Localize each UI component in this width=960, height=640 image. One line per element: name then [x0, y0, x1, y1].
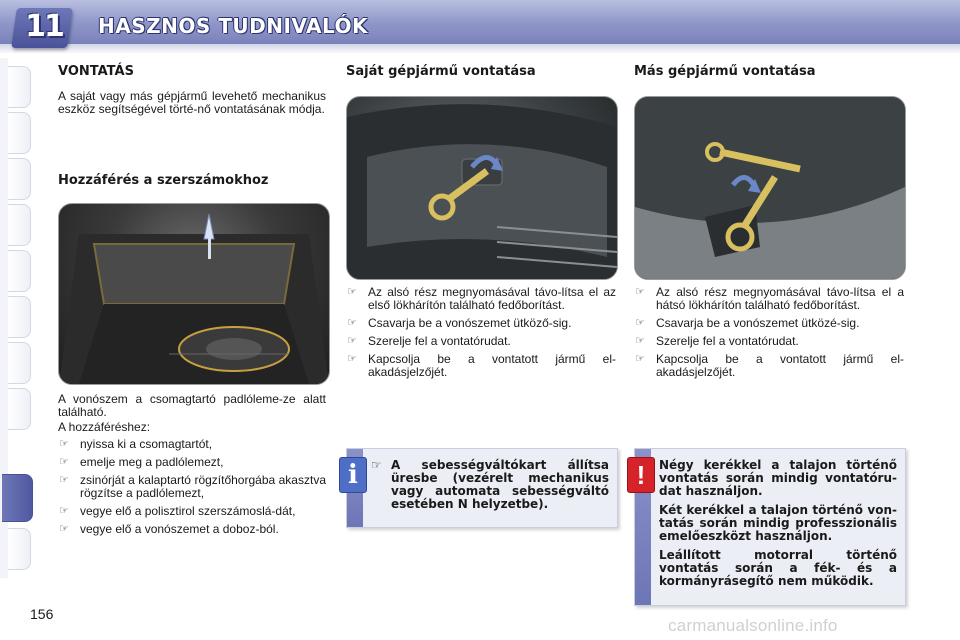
list-item-text: zsinórját a kalaptartó rögzítőhorgába akasztva rögzítse a padlólemezt, — [80, 473, 326, 500]
warning-note: Leállított motorral történő vontatás során a fék- és a kormányrásegítő nem működik. — [659, 548, 897, 588]
list-item — [58, 505, 326, 518]
section-title-other-vehicle: Más gépjármű vontatása — [634, 64, 816, 79]
list-item — [346, 353, 616, 379]
header-shadow — [0, 44, 960, 54]
chapter-tab[interactable] — [8, 342, 31, 384]
page-number: 156 — [30, 606, 54, 622]
chapter-tab[interactable] — [8, 112, 31, 154]
exclamation-icon: ! — [627, 457, 655, 493]
pointing-hand-icon: ☞ — [59, 474, 69, 486]
list-item-text: Az alsó rész megnyomásával távo-lítsa el az első lökhárítón található fedőborítást. — [368, 285, 616, 312]
chapter-tab[interactable] — [8, 296, 31, 338]
info-note-text: A sebességváltókart állítsa üresbe (vezérelt mechanikus vagy automata sebességváltó esetében N helyzetbe). — [391, 458, 609, 511]
info-note — [371, 459, 609, 517]
list-item — [346, 317, 616, 330]
pointing-hand-icon: ☞ — [347, 286, 357, 298]
chapter-tab[interactable] — [8, 250, 31, 292]
pointing-hand-icon: ☞ — [635, 335, 645, 347]
list-item — [346, 335, 616, 348]
front-bumper-photo — [346, 96, 618, 280]
chapter-tab[interactable] — [8, 388, 31, 430]
pointing-hand-icon: ☞ — [635, 286, 645, 298]
pointing-hand-icon: ☞ — [371, 458, 382, 472]
list-item-text: Szerelje fel a vontatórudat. — [368, 334, 511, 348]
trunk-photo — [58, 203, 330, 385]
section-title-tools-access: Hozzáférés a szerszámokhoz — [58, 173, 269, 188]
list-item — [634, 317, 904, 330]
list-item-text: vegye elő a polisztirol szerszámoslá-dát, — [80, 504, 296, 518]
chapter-tab[interactable] — [8, 158, 31, 200]
other-vehicle-steps-list — [634, 286, 904, 384]
warning-note: Két kerékkel a talajon történő von-tatás során mindig professzionális emelőeszközt használjon. — [659, 503, 897, 543]
rear-bumper-photo — [634, 96, 906, 280]
list-item-text: vegye elő a vonószemet a doboz-ból. — [80, 522, 279, 536]
chapter-tab[interactable] — [8, 66, 31, 108]
list-item-text: Kapcsolja be a vontatott jármű el-akadásjelzőjét. — [656, 352, 904, 379]
info-icon: i — [339, 457, 367, 493]
pointing-hand-icon: ☞ — [635, 317, 645, 329]
list-item — [58, 523, 326, 536]
watermark: carmanualsonline.info — [668, 616, 838, 635]
warning-note: Négy kerékkel a talajon történő vontatás során mindig vontatóru-dat használjon. — [659, 458, 897, 498]
list-item-text: Kapcsolja be a vontatott jármű el-akadásjelzőjét. — [368, 352, 616, 379]
pointing-hand-icon: ☞ — [59, 523, 69, 535]
rear-bumper-illustration — [635, 97, 905, 279]
tools-steps-list — [58, 438, 326, 541]
chapter-tab[interactable] — [8, 204, 31, 246]
list-item — [346, 286, 616, 312]
section-title-own-vehicle: Saját gépjármű vontatása — [346, 64, 536, 79]
chapter-tabs — [0, 58, 34, 578]
list-item — [634, 335, 904, 348]
pointing-hand-icon: ☞ — [635, 353, 645, 365]
list-item — [58, 456, 326, 469]
list-item — [634, 286, 904, 312]
chapter-number: 11 — [25, 9, 63, 44]
list-item-text: Csavarja be a vonószemet ütközé-sig. — [656, 316, 860, 330]
list-item-text: Csavarja be a vonószemet ütköző-sig. — [368, 316, 572, 330]
page-heading: HASZNOS TUDNIVALÓK — [98, 14, 369, 38]
pointing-hand-icon: ☞ — [347, 317, 357, 329]
own-vehicle-steps-list — [346, 286, 616, 384]
list-item — [58, 474, 326, 500]
trunk-illustration — [59, 204, 329, 384]
warning-note-box — [634, 448, 906, 606]
pointing-hand-icon: ☞ — [347, 353, 357, 365]
list-item — [634, 353, 904, 379]
list-item — [58, 438, 326, 451]
list-item-text: Szerelje fel a vontatórudat. — [656, 334, 799, 348]
tools-location-text: A vonószem a csomagtartó padlóleme-ze alatt található. — [58, 392, 326, 419]
tools-access-text: A hozzáféréshez: — [58, 420, 151, 434]
chapter-tab-active[interactable] — [2, 474, 33, 522]
list-item-text: emelje meg a padlólemezt, — [80, 455, 224, 469]
chapter-tab[interactable] — [8, 528, 31, 570]
list-item-text: Az alsó rész megnyomásával távo-lítsa el a hátsó lökhárítón található fedőborítást. — [656, 285, 904, 312]
pointing-hand-icon: ☞ — [59, 456, 69, 468]
pointing-hand-icon: ☞ — [347, 335, 357, 347]
warning-notes — [659, 459, 897, 594]
front-bumper-illustration — [347, 97, 617, 279]
section-title-towing: VONTATÁS — [58, 64, 134, 79]
info-note-box — [346, 448, 618, 528]
pointing-hand-icon: ☞ — [59, 438, 69, 450]
list-item-text: nyissa ki a csomagtartót, — [80, 437, 213, 451]
towing-intro: A saját vagy más gépjármű levehető mechanikus eszköz segítségével törté-nő vontatásának módja. — [58, 89, 326, 116]
pointing-hand-icon: ☞ — [59, 505, 69, 517]
